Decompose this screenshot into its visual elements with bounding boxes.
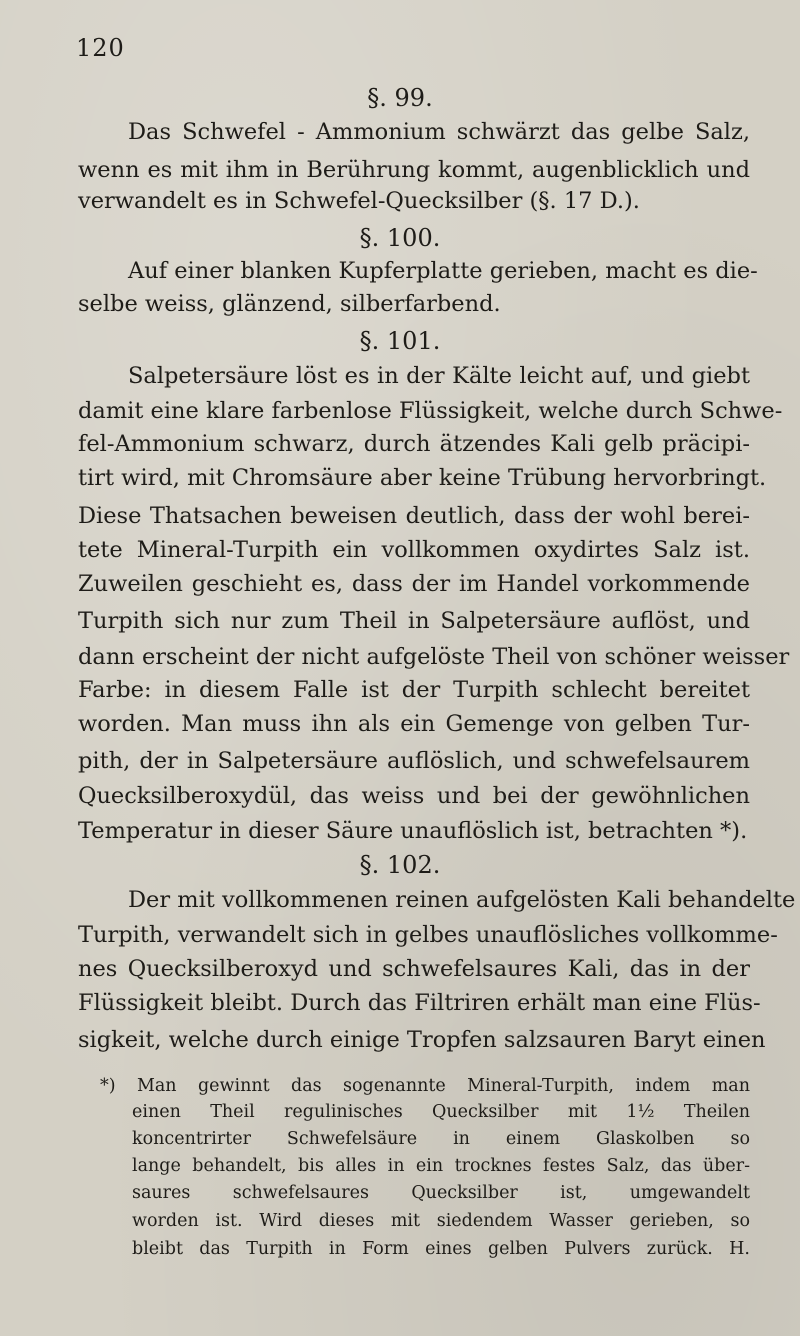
text-line: Flüssigkeit bleibt. Durch das Filtriren erhält man eine Flüs-: [78, 990, 761, 1016]
text-line: verwandelt es in Schwefel-Quecksilber (§. 17 D.).: [78, 188, 640, 214]
text-line: Das Schwefel - Ammonium schwärzt das gelbe Salz,: [128, 119, 750, 145]
footnote-line: einen Theil regulinisches Quecksilber mit 1½ Theilen: [132, 1102, 750, 1122]
section-heading-100: §. 100.: [359, 224, 441, 252]
text-line: fel-Ammonium schwarz, durch ätzendes Kali gelb präcipi-: [78, 431, 750, 457]
text-line: wenn es mit ihm in Berührung kommt, augenblicklich und: [78, 157, 750, 183]
text-line: selbe weiss, glänzend, silberfarbend.: [78, 291, 501, 317]
text-line: dann erscheint der nicht aufgelöste Theil von schöner weisser: [78, 644, 790, 670]
text-line: sigkeit, welche durch einige Tropfen salzsauren Baryt einen: [78, 1027, 766, 1053]
section-heading-102: §. 102.: [359, 851, 441, 879]
text-line: Turpith, verwandelt sich in gelbes unauflösliches vollkomme-: [78, 922, 778, 948]
footnote-line: worden ist. Wird dieses mit siedendem Wasser gerieben, so: [132, 1211, 750, 1231]
text-line: Zuweilen geschieht es, dass der im Handel vorkommende: [78, 571, 750, 597]
text-line: Turpith sich nur zum Theil in Salpetersäure auflöst, und: [78, 608, 750, 634]
text-line: Auf einer blanken Kupferplatte gerieben, macht es die-: [128, 258, 758, 284]
text-line: pith, der in Salpetersäure auflöslich, und schwefelsaurem: [78, 748, 750, 774]
text-line: Der mit vollkommenen reinen aufgelösten Kali behandelte: [128, 887, 796, 913]
text-line: Farbe: in diesem Falle ist der Turpith schlecht bereitet: [78, 677, 750, 703]
text-line: tirt wird, mit Chromsäure aber keine Trübung hervorbringt.: [78, 465, 767, 491]
text-line: damit eine klare farbenlose Flüssigkeit, welche durch Schwe-: [78, 398, 783, 424]
section-heading-99: §. 99.: [367, 84, 433, 112]
page-number: 120: [76, 34, 125, 62]
footnote-line: lange behandelt, bis alles in ein trocknes festes Salz, das über-: [132, 1156, 750, 1176]
footnote-line: *) Man gewinnt das sogenannte Mineral-Turpith, indem man: [100, 1076, 750, 1096]
text-line: Quecksilberoxydül, das weiss und bei der gewöhnlichen: [78, 783, 750, 809]
footnote-line: koncentrirter Schwefelsäure in einem Glaskolben so: [132, 1129, 750, 1149]
text-line: Diese Thatsachen beweisen deutlich, dass der wohl berei-: [78, 503, 750, 529]
footnote-line: bleibt das Turpith in Form eines gelben Pulvers zurück. H.: [132, 1239, 750, 1259]
footnote-line: saures schwefelsaures Quecksilber ist, umgewandelt: [132, 1183, 750, 1203]
section-heading-101: §. 101.: [359, 327, 441, 355]
text-line: Temperatur in dieser Säure unauflöslich ist, betrachten *).: [78, 818, 748, 844]
text-line: nes Quecksilberoxyd und schwefelsaures Kali, das in der: [78, 956, 750, 982]
text-line: tete Mineral-Turpith ein vollkommen oxydirtes Salz ist.: [78, 537, 750, 563]
text-line: worden. Man muss ihn als ein Gemenge von gelben Tur-: [78, 711, 750, 737]
text-line: Salpetersäure löst es in der Kälte leicht auf, und giebt: [128, 363, 750, 389]
